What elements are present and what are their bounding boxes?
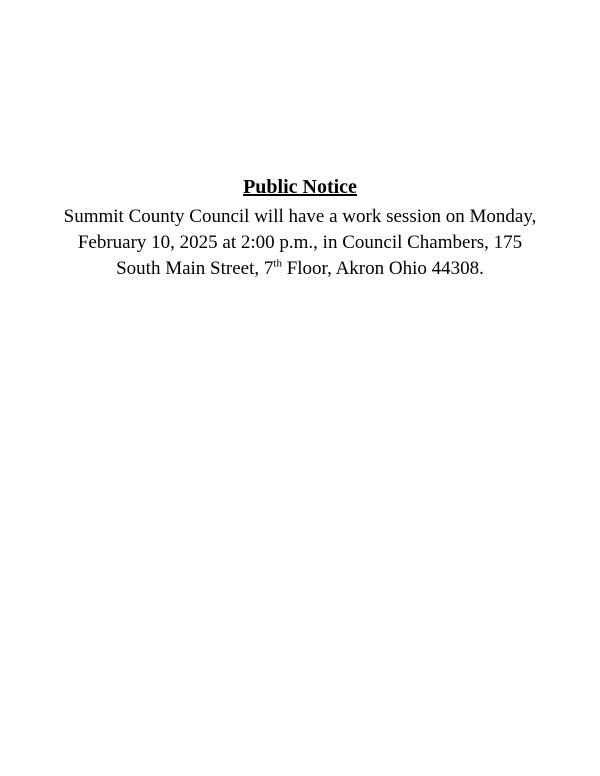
notice-body-part1: Summit County Council will have a work session on Monday, February 10, 2025 at 2:00 p.m., in Council Chambers, 175 South Main Street, 7: [63, 206, 537, 279]
notice-body-part2: Floor, Akron Ohio 44308.: [281, 258, 484, 279]
public-notice: [60, 174, 540, 282]
notice-title: Public Notice: [243, 176, 357, 198]
notice-body: [60, 204, 540, 282]
floor-superscript: th: [273, 257, 282, 270]
